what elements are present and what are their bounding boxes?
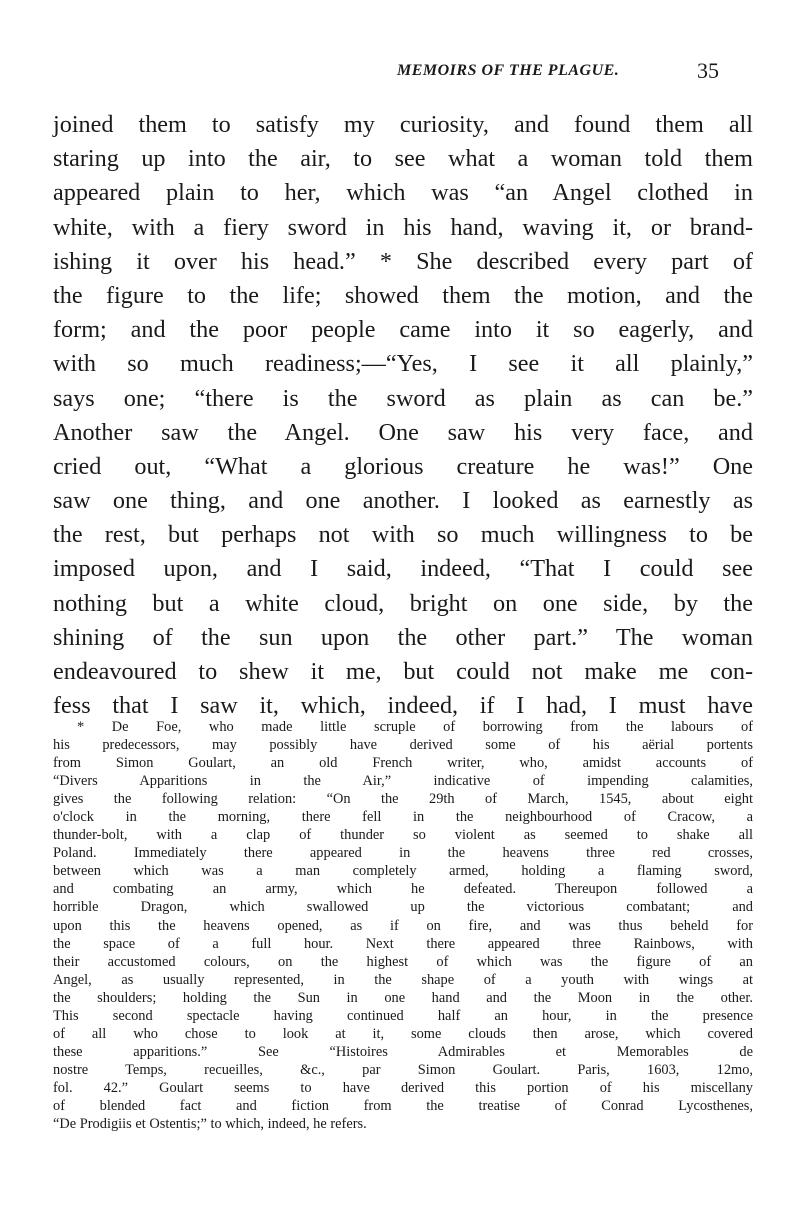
- footnote-line: thunder-bolt, with a clap of thunder so violent as seemed to shake all: [53, 827, 753, 844]
- footnote-line: his predecessors, may possibly have derived some of his aërial portents: [53, 737, 753, 754]
- footnote-line: their accustomed colours, on the highest of which was the figure of an: [53, 953, 753, 970]
- footnote-line: nostre Temps, recueilles, &c., par Simon Goulart. Paris, 1603, 12mo,: [53, 1061, 753, 1078]
- footnote-line: “De Prodigiis et Ostentis;” to which, indeed, he refers.: [53, 1116, 367, 1133]
- body-line: shining of the sun upon the other part.” The woman: [53, 623, 753, 651]
- footnote-line: horrible Dragon, which swallowed up the victorious combatant; and: [53, 899, 753, 916]
- footnote-line: between which was a man completely armed, holding a flaming sword,: [53, 863, 753, 880]
- body-line: saw one thing, and one another. I looked as earnestly as: [53, 487, 753, 515]
- footnote-line: This second spectacle having continued half an hour, in the presence: [53, 1007, 753, 1024]
- body-line: Another saw the Angel. One saw his very face, and: [53, 418, 753, 446]
- body-line: the rest, but perhaps not with so much willingness to be: [53, 521, 753, 549]
- body-line: cried out, “What a glorious creature he was!” One: [53, 452, 753, 480]
- footnote: [53, 718, 753, 1133]
- footnote-line: and combating an army, which he defeated. Thereupon followed a: [53, 881, 753, 898]
- footnote-line: Poland. Immediately there appeared in the heavens three red crosses,: [53, 845, 753, 862]
- footnote-line: the space of a full hour. Next there appeared three Rainbows, with: [53, 935, 753, 952]
- running-head: [0, 58, 800, 88]
- body-line: the figure to the life; showed them the motion, and the: [53, 281, 753, 309]
- body-line: white, with a fiery sword in his hand, waving it, or brand-: [53, 213, 753, 241]
- body-text: [53, 108, 753, 723]
- body-line: imposed upon, and I said, indeed, “That I could see: [53, 555, 753, 583]
- footnote-line: from Simon Goulart, an old French writer, who, amidst accounts of: [53, 755, 753, 772]
- footnote-line: upon this the heavens opened, as if on fire, and was thus beheld for: [53, 917, 753, 934]
- footnote-line: Angel, as usually represented, in the shape of a youth with wings at: [53, 971, 753, 988]
- body-line: endeavoured to shew it me, but could not make me con-: [53, 658, 753, 685]
- body-line: ishing it over his head.” * She described every part of: [53, 247, 753, 275]
- body-line: nothing but a white cloud, bright on one side, by the: [53, 589, 753, 617]
- footnote-line: of blended fact and fiction from the treatise of Conrad Lycosthenes,: [53, 1097, 753, 1114]
- footnote-line: of all who chose to look at it, some clouds then arose, which covered: [53, 1025, 753, 1042]
- body-line: with so much readiness;—“Yes, I see it all plainly,”: [53, 350, 753, 378]
- body-line: staring up into the air, to see what a woman told them: [53, 145, 753, 173]
- page-number: 35: [697, 58, 719, 83]
- body-line: form; and the poor people came into it so eagerly, and: [53, 316, 753, 344]
- footnote-line: fol. 42.” Goulart seems to have derived this portion of his miscellany: [53, 1079, 753, 1096]
- running-title: MEMOIRS OF THE PLAGUE.: [397, 62, 620, 79]
- body-line: joined them to satisfy my curiosity, and found them all: [53, 111, 753, 138]
- footnote-line: o'clock in the morning, there fell in the neighbourhood of Cracow, a: [53, 809, 753, 826]
- body-line: appeared plain to her, which was “an Angel clothed in: [53, 179, 753, 207]
- footnote-line: “Divers Apparitions in the Air,” indicative of impending calamities,: [53, 773, 753, 790]
- body-line: says one; “there is the sword as plain as can be.”: [53, 384, 753, 412]
- footnote-line: the shoulders; holding the Sun in one hand and the Moon in the other.: [53, 989, 753, 1006]
- footnote-line: gives the following relation: “On the 29th of March, 1545, about eight: [53, 791, 753, 808]
- body-line: fess that I saw it, which, indeed, if I had, I must have: [53, 692, 753, 720]
- footnote-line: these apparitions.” See “Histoires Admirables et Memorables de: [53, 1043, 753, 1060]
- footnote-line: * De Foe, who made little scruple of borrowing from the labours of: [77, 719, 753, 735]
